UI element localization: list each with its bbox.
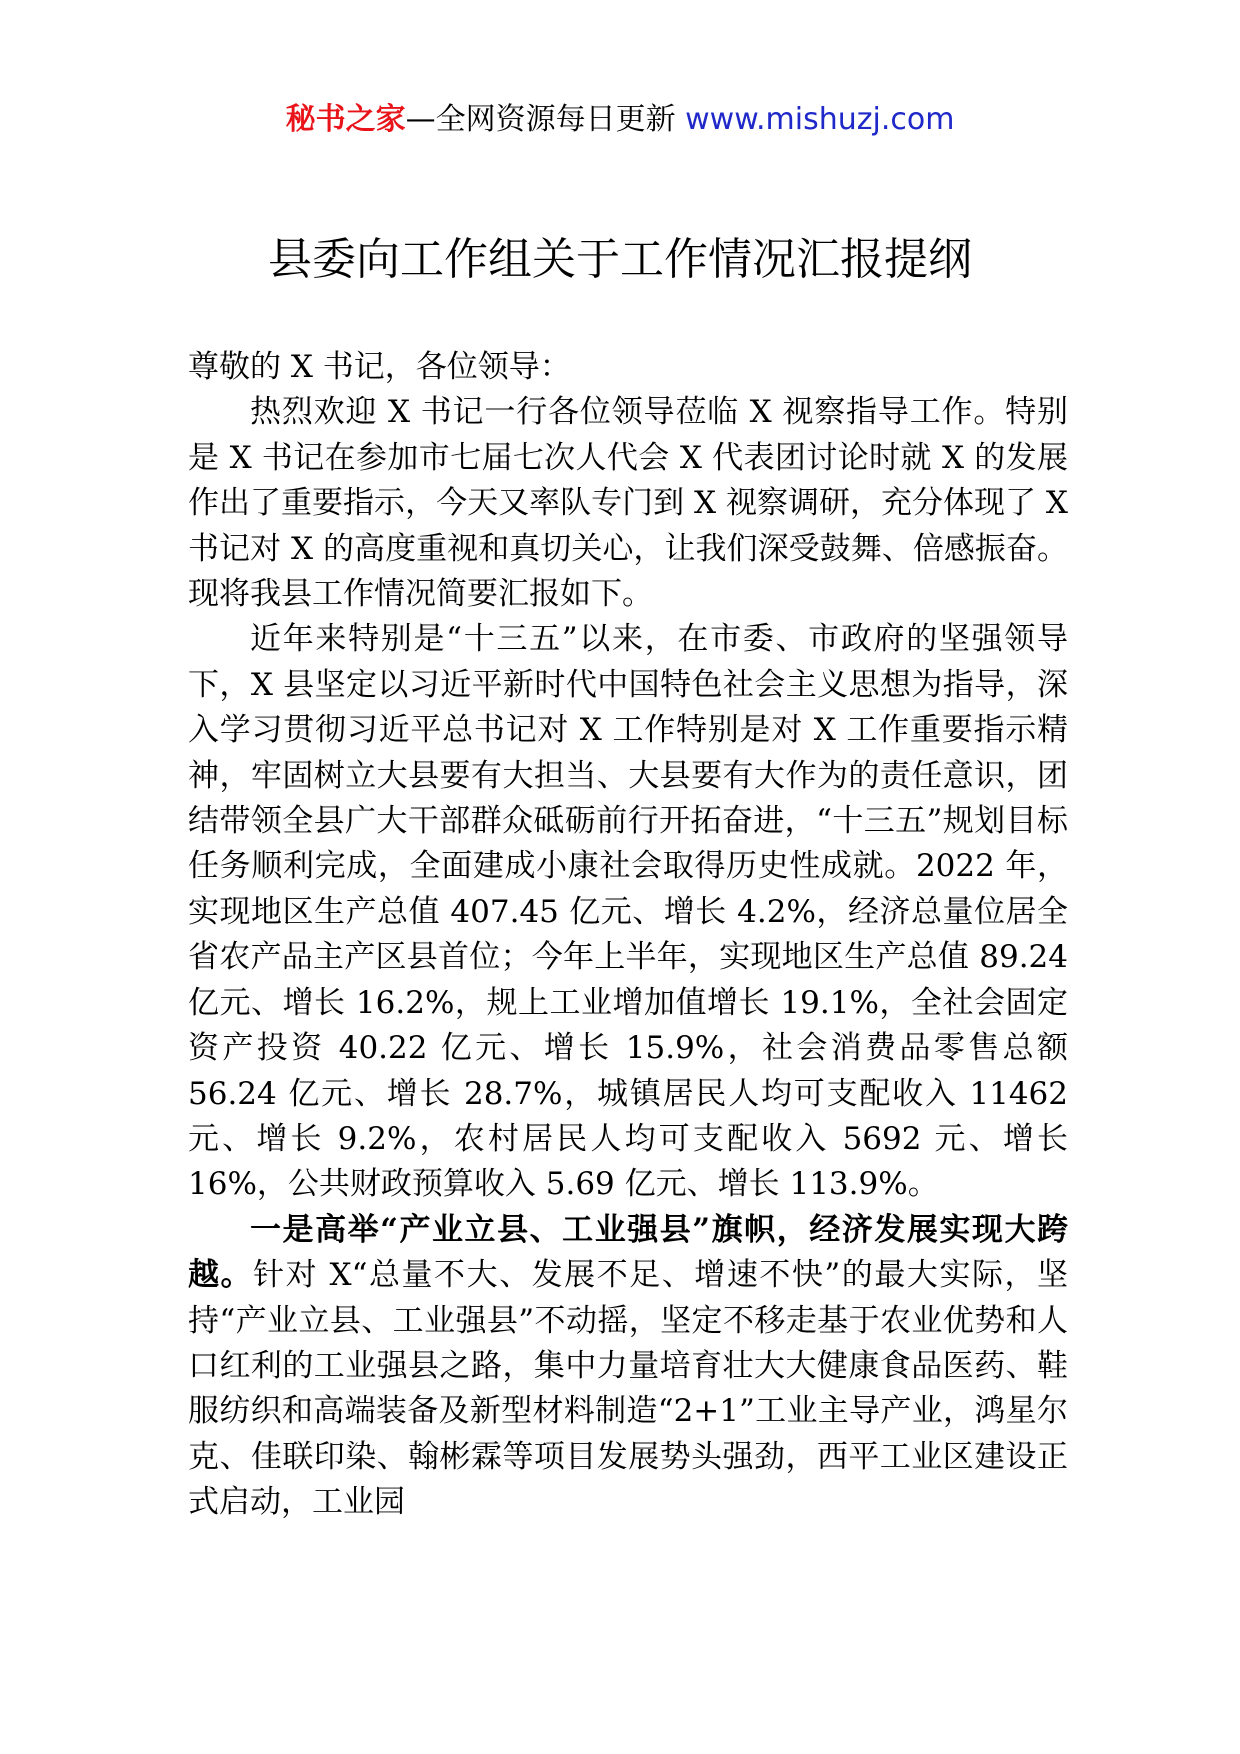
site-tagline: —全网资源每日更新: [405, 102, 676, 137]
site-url-link[interactable]: www.mishuzj.com: [685, 102, 955, 137]
section-1-heading: 一是高举“产业立县、工业强县”旗帜，经济发展实现大跨越。: [188, 1211, 1068, 1294]
document-body: [188, 345, 1068, 1526]
paragraph-overview: 近年来特别是“十三五”以来，在市委、市政府的坚强领导下，X 县坚定以习近平新时代中国特色社会主义思想为指导，深入学习贯彻习近平总书记对 X 工作特别是对 X 工作重要指示精神，牢固树立大县要有大担当、大县要有大作为的责任意识，团结带领全县广大干部群众砥砺前行开拓奋进，“十三五”规划目标任务顺利完成，全面建成小康社会取得历史性成就。2022 年，实现地区生产总值 407.45 亿元、增长 4.2%，经济总量位居全省农产品主产区县首位；今年上半年，实现地区生产总值 89.24 亿元、增长 16.2%，规上工业增加值增长 19.1%，全社会固定资产投资 40.22 亿元、增长 15.9%，社会消费品零售总额 56.24 亿元、增长 28.7%，城镇居民人均可支配收入 11462 元、增长 9.2%，农村居民人均可支配收入 5692 元、增长 16%，公共财政预算收入 5.69 亿元、增长 113.9%。: [188, 621, 1068, 1203]
paragraph-section-1: [188, 1208, 1068, 1526]
paragraph-welcome: 热烈欢迎 X 书记一行各位领导莅临 X 视察指导工作。特别是 X 书记在参加市七届七次人代会 X 代表团讨论时就 X 的发展作出了重要指示，今天又率队专门到 X 视察调研，充分体现了 X 书记对 X 的高度重视和真切关心，让我们深受鼓舞、倍感振奋。现将我县工作情况简要汇报如下。: [188, 394, 1068, 613]
section-1-body: 针对 X“总量不大、发展不足、增速不快”的最大实际，坚持“产业立县、工业强县”不动摇，坚定不移走基于农业优势和人口红利的工业强县之路，集中力量培育壮大大健康食品医药、鞋服纺织和高端装备及新型材料制造“2+1”工业主导产业，鸿星尔克、佳联印染、翰彬霖等项目发展势头强劲，西平工业区建设正式启动，工业园: [188, 1257, 1069, 1521]
site-brand: 秘书之家: [285, 102, 406, 137]
salutation: 尊敬的 X 书记，各位领导：: [188, 349, 571, 385]
document-title: 县委向工作组关于工作情况汇报提纲: [268, 234, 972, 285]
site-header: [0, 100, 1240, 140]
